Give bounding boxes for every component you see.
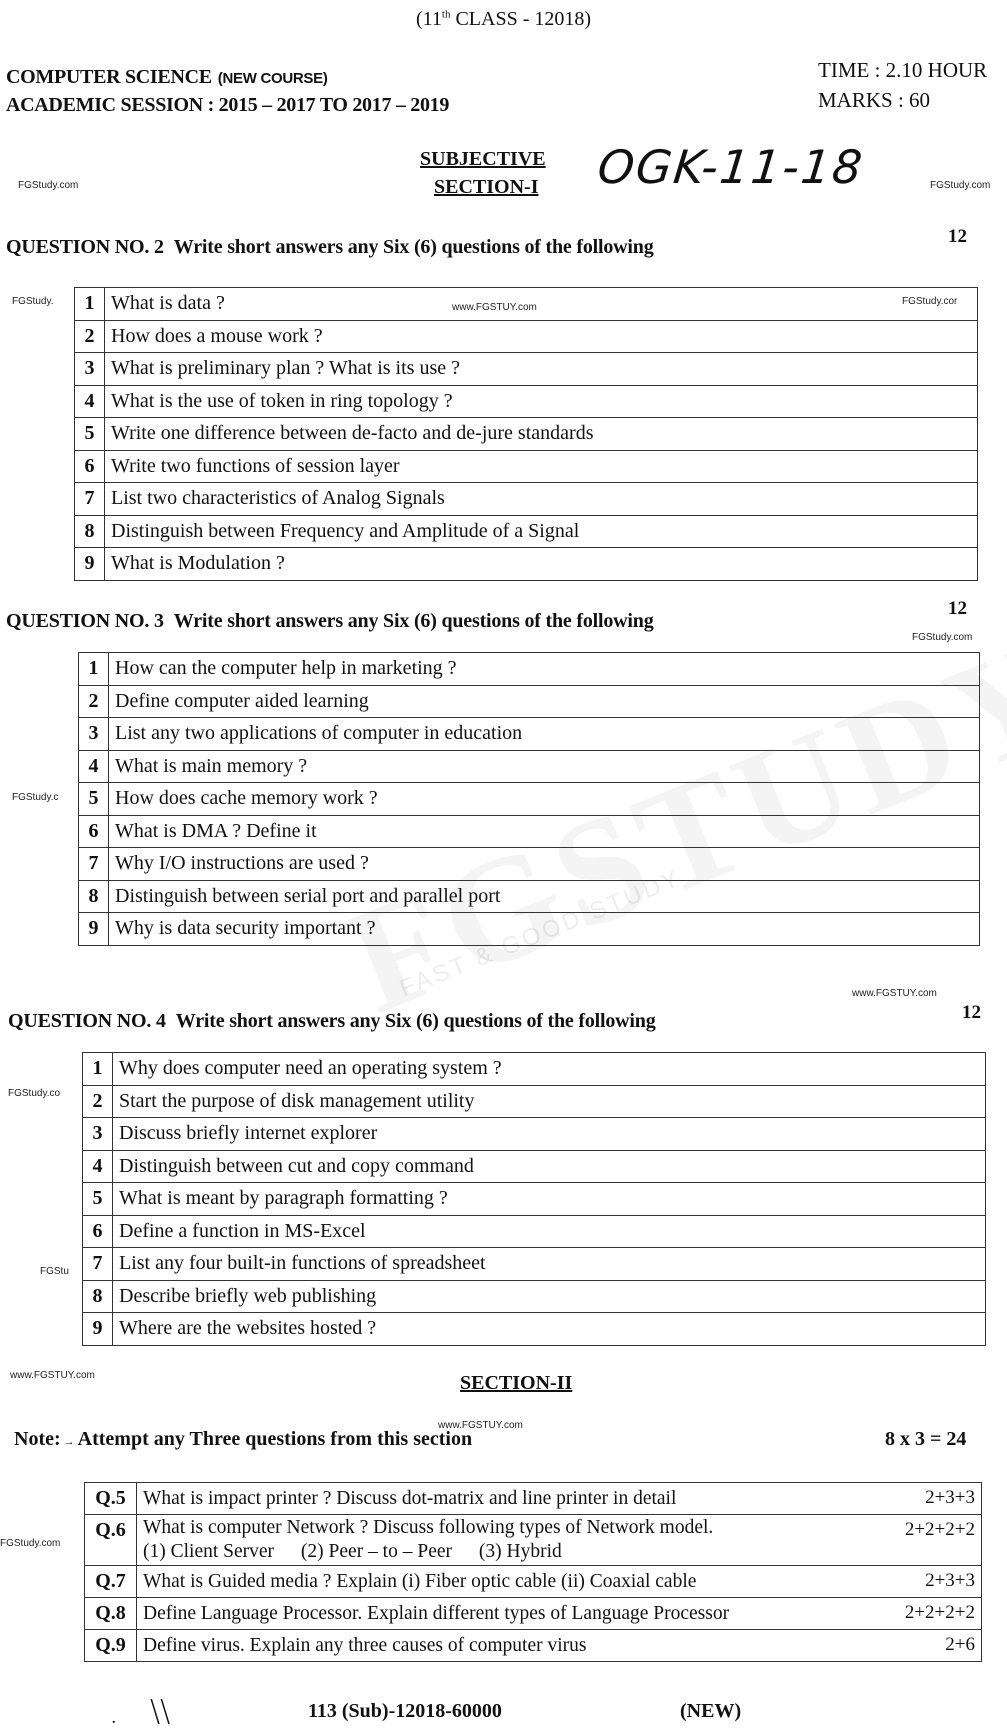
table-row [83,1215,986,1248]
site-watermark: FGStudy. [12,296,54,307]
section-1-heading: SECTION-I [434,176,539,198]
class-superscript: th [441,8,451,21]
question-4-table [82,1052,986,1346]
table-row [85,1598,982,1630]
item-text: Start the purpose of disk management utility [113,1085,986,1118]
item-number: 3 [79,718,109,751]
item-number: 3 [75,353,105,386]
subjective-heading: SUBJECTIVE [420,148,546,170]
fgstudy-tagline-watermark: FAST & GOOD STUDY [395,864,686,1003]
table-row [75,385,978,418]
question-number: Q.8 [85,1598,137,1630]
table-row [83,1118,986,1151]
table-row [79,718,980,751]
item-text: Distinguish between serial port and parallel port [109,880,980,913]
class-title [0,8,1007,31]
item-text: Define a function in MS-Excel [113,1215,986,1248]
table-row [75,418,978,451]
section-2-heading: SECTION-II [460,1372,573,1394]
sub-options [143,1541,876,1563]
item-number: 5 [83,1183,113,1216]
section-2-score: 8 x 3 = 24 [885,1428,967,1450]
item-text: What is Modulation ? [105,548,978,581]
item-text: Write two functions of session layer [105,450,978,483]
item-text: List any four built-in functions of spreadsheet [113,1248,986,1281]
class-prefix: (11 [415,8,442,30]
table-row [75,483,978,516]
item-number: 2 [83,1085,113,1118]
question-marks: 2+2+2+2 [882,1515,982,1566]
question-text: Define Language Processor. Explain different types of Language Processor [137,1598,882,1630]
site-watermark: www.FGSTUY.com [10,1370,95,1381]
table-row [79,653,980,686]
item-text: What is preliminary plan ? What is its use ? [105,353,978,386]
question-3-table [78,652,980,946]
item-number: 8 [79,880,109,913]
subject-title [6,66,328,89]
question-number: Q.7 [85,1566,137,1598]
paper-code: 113 (Sub)-12018-60000 [308,1700,502,1722]
item-text: Define computer aided learning [109,685,980,718]
table-row [85,1630,982,1662]
question-label: QUESTION NO. 2 [6,236,164,258]
question-number: Q.9 [85,1630,137,1662]
table-row [83,1280,986,1313]
item-number: 8 [83,1280,113,1313]
item-text: What is data ? [105,288,978,321]
item-text: How can the computer help in marketing ? [109,653,980,686]
section-2-table [84,1482,982,1662]
item-text: Why is data security important ? [109,913,980,946]
table-row [85,1515,982,1566]
site-watermark: FGStudy.c [12,792,59,803]
question-2-table [74,287,978,581]
site-watermark: FGStudy.co [8,1088,61,1099]
new-course-label: (NEW) [680,1700,742,1722]
item-number: 9 [79,913,109,946]
table-row [75,548,978,581]
table-row [83,1053,986,1086]
question-text: Define virus. Explain any three causes of computer virus [137,1630,882,1662]
sub-option: (1) Client Server [143,1541,275,1562]
site-watermark: FGStudy.cor [902,296,958,307]
site-watermark: FGStudy.com [18,180,79,191]
site-watermark: www.FGSTUY.com [452,302,537,313]
question-text: What is Guided media ? Explain (i) Fiber optic cable (ii) Coaxial cable [137,1566,882,1598]
item-text: Why does computer need an operating system ? [113,1053,986,1086]
item-text: Distinguish between cut and copy command [113,1150,986,1183]
site-watermark: FGStu [40,1266,69,1277]
site-watermark: FGStudy.com [912,632,973,643]
question-label: QUESTION NO. 4 [8,1010,166,1032]
question-instruction: Write short answers any Six (6) questions of the following [173,610,654,632]
question-4-heading [8,1010,656,1033]
table-row [79,815,980,848]
course-note: (NEW COURSE) [217,70,328,87]
item-number: 2 [79,685,109,718]
item-number: 4 [83,1150,113,1183]
sub-option: (3) Hybrid [478,1541,562,1562]
item-number: 3 [83,1118,113,1151]
item-number: 2 [75,320,105,353]
exam-marks: MARKS : 60 [818,88,931,112]
table-row [75,288,978,321]
note-label: Note: [14,1428,61,1450]
table-row [75,353,978,386]
table-row [83,1313,986,1346]
site-watermark: www.FGSTUY.com [852,988,937,999]
question-marks: 2+6 [882,1630,982,1662]
item-number: 5 [79,783,109,816]
site-watermark: www.FGSTUY.com [438,1420,523,1431]
item-text: Discuss briefly internet explorer [113,1118,986,1151]
item-number: 8 [75,515,105,548]
question-label: QUESTION NO. 3 [6,610,164,632]
question-2-marks: 12 [948,226,967,247]
question-2-heading [6,236,654,259]
item-text: Describe briefly web publishing [113,1280,986,1313]
item-number: 1 [79,653,109,686]
site-watermark: FGStudy.com [930,180,991,191]
question-number: Q.6 [85,1515,137,1566]
item-number: 9 [75,548,105,581]
item-number: 6 [75,450,105,483]
handwritten-code: OGK-11-18 [595,140,867,194]
table-row [85,1483,982,1515]
item-number: 9 [83,1313,113,1346]
item-text: List two characteristics of Analog Signals [105,483,978,516]
item-text: What is meant by paragraph formatting ? [113,1183,986,1216]
table-row [79,913,980,946]
footer-dot: . [112,1712,116,1727]
item-number: 1 [83,1053,113,1086]
question-text: What is impact printer ? Discuss dot-matrix and line printer in detail [137,1483,882,1515]
item-number: 5 [75,418,105,451]
question-marks: 2+2+2+2 [882,1598,982,1630]
item-number: 7 [79,848,109,881]
table-row [85,1566,982,1598]
class-suffix: CLASS - 12018) [450,8,592,30]
item-text: Where are the websites hosted ? [113,1313,986,1346]
item-number: 6 [83,1215,113,1248]
table-row [83,1150,986,1183]
table-row [83,1085,986,1118]
table-row [83,1183,986,1216]
question-marks: 2+3+3 [882,1566,982,1598]
table-row [75,320,978,353]
table-row [79,880,980,913]
item-text: How does cache memory work ? [109,783,980,816]
table-row [79,750,980,783]
question-3-heading [6,610,654,633]
question-instruction: Write short answers any Six (6) questions of the following [175,1010,656,1032]
item-number: 7 [83,1248,113,1281]
table-row [79,848,980,881]
question-instruction: Write short answers any Six (6) questions of the following [173,236,654,258]
exam-time: TIME : 2.10 HOUR [818,58,988,82]
item-text: Distinguish between Frequency and Amplitude of a Signal [105,515,978,548]
sub-option: (2) Peer – to – Peer [300,1541,452,1562]
table-row [83,1248,986,1281]
subject-name: COMPUTER SCIENCE [6,66,212,88]
table-row [79,685,980,718]
table-row [75,450,978,483]
item-text: How does a mouse work ? [105,320,978,353]
item-text: What is DMA ? Define it [109,815,980,848]
item-number: 1 [75,288,105,321]
handwritten-mark: \\ [150,1694,171,1729]
question-3-marks: 12 [948,598,967,619]
item-text: Write one difference between de-facto and de-jure standards [105,418,978,451]
note-text: Attempt any Three questions from this section [77,1428,473,1450]
item-text: List any two applications of computer in education [109,718,980,751]
academic-session: ACADEMIC SESSION : 2015 – 2017 TO 2017 – 2019 [6,94,450,116]
arrow-icon: → [63,1436,75,1448]
item-number: 4 [79,750,109,783]
question-text-block [137,1515,882,1566]
item-text: What is the use of token in ring topology ? [105,385,978,418]
table-row [79,783,980,816]
item-number: 7 [75,483,105,516]
question-4-marks: 12 [962,1002,981,1023]
item-number: 4 [75,385,105,418]
table-row [75,515,978,548]
item-number: 6 [79,815,109,848]
question-number: Q.5 [85,1483,137,1515]
site-watermark: FGStudy.com [0,1538,61,1549]
question-marks: 2+3+3 [882,1483,982,1515]
item-text: What is main memory ? [109,750,980,783]
section-2-note [14,1428,472,1451]
item-text: Why I/O instructions are used ? [109,848,980,881]
question-text: What is computer Network ? Discuss following types of Network model. [143,1517,714,1538]
